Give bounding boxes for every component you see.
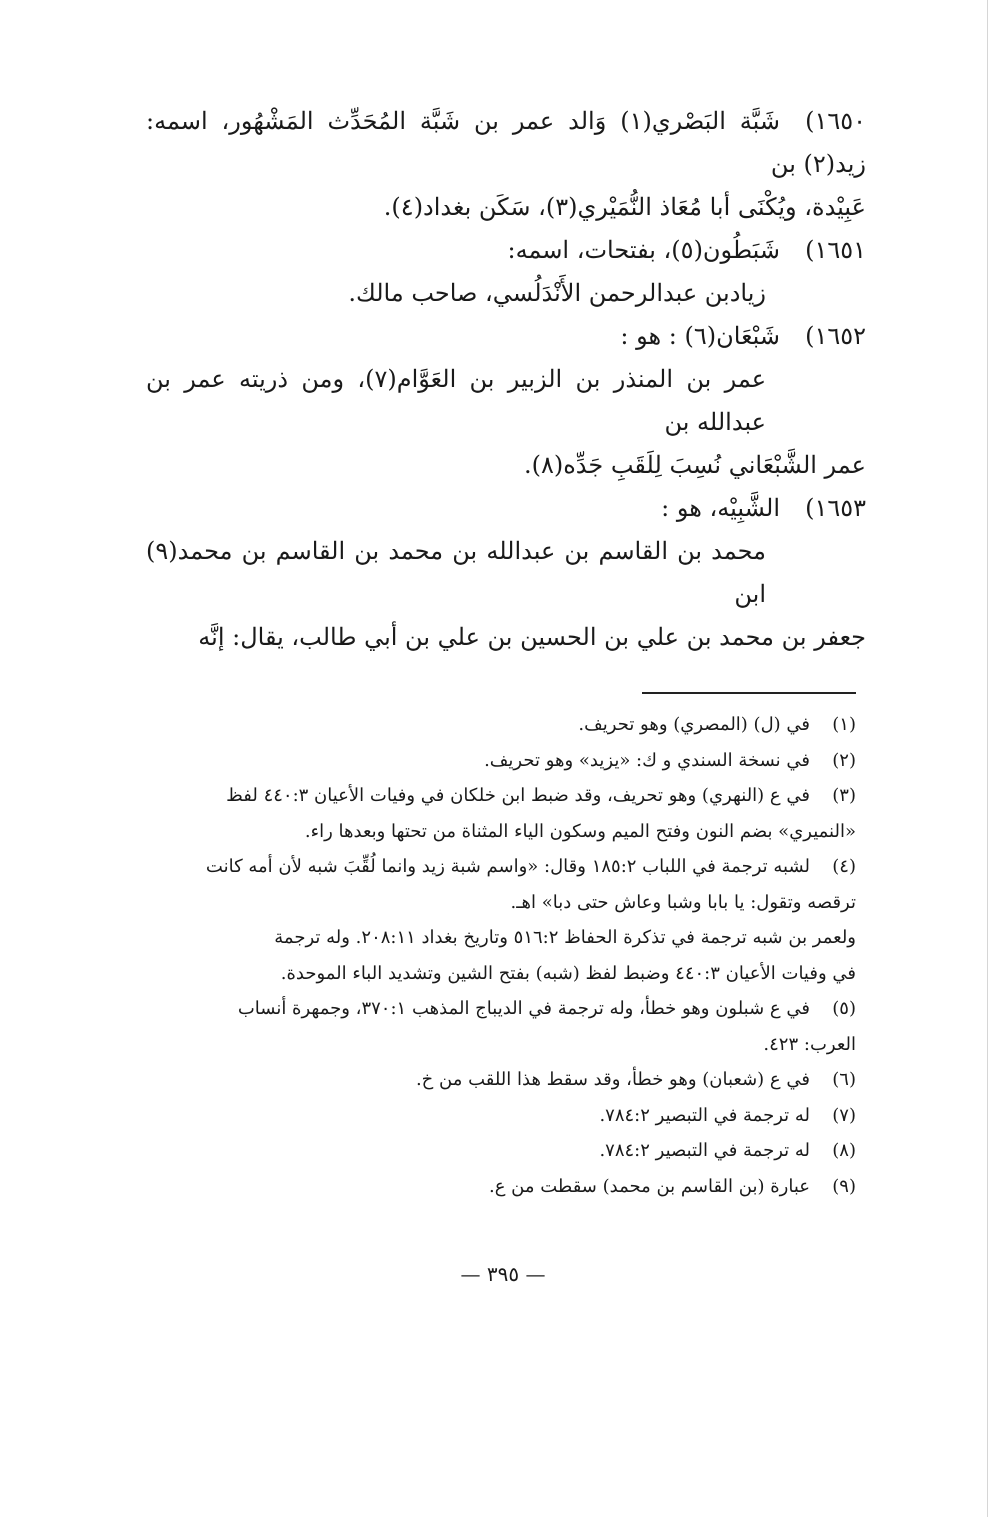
entry-line: محمد بن القاسم بن عبدالله بن محمد بن القاسم بن محمد(٩) ابن: [146, 537, 767, 608]
main-text: [146, 100, 866, 659]
footnote-text: في ع (شعبان) وهو خطأ، وقد سقط هذا اللقب من خ.: [415, 1069, 810, 1090]
entry-1653: [146, 487, 866, 659]
page-number: — ٣٩٥ —: [460, 1262, 546, 1286]
footnote-text: العرب: ٤٢٣.: [763, 1033, 856, 1055]
footnote-text: عبارة (بن القاسم بن محمد) سقطت من ع.: [489, 1175, 810, 1197]
footnote-text: له ترجمة في التبصير ٧٨٤:٢.: [599, 1140, 810, 1161]
footnote-text: له ترجمة في التبصير ٧٨٤:٢.: [599, 1104, 810, 1126]
footnotes: [150, 707, 856, 1204]
footnote-1: [150, 707, 856, 743]
entry-line: عمر بن المنذر بن الزبير بن العَوَّام(٧)، ومن ذريته عمر بن عبدالله بن: [146, 365, 767, 436]
footnote-text: ولعمر بن شبه ترجمة في تذكرة الحفاظ ٥١٦:٢ وتاريخ بغداد ٢٠٨:١١. وله ترجمة: [274, 927, 856, 948]
footnote-6: [150, 1062, 856, 1098]
entry-line: [146, 487, 866, 530]
footnote-text: في وفيات الأعيان ٤٤٠:٣ وضبط لفظ (شبه) بفتح الشين وتشديد الباء الموحدة.: [280, 962, 856, 984]
footnote-number: (٤): [832, 856, 856, 877]
entry-1651: [146, 229, 866, 315]
entry-1652: [146, 315, 866, 487]
footnote-4: [150, 849, 856, 991]
entry-text: شَبَطُون(٥)، بفتحات، اسمه:: [507, 236, 780, 264]
footnote-text: «النميري» بضم النون وفتح الميم وسكون الياء المثناة من تحتها وبعدها راء.: [304, 820, 856, 842]
entry-line: جعفر بن محمد بن علي بن الحسين بن علي بن أبي طالب، يقال: إنَّه: [198, 623, 866, 651]
entry-text: شَبَّة البَصْري(١) وَالد عمر بن شَبَّة المُحَدِّث المَشْهُور، اسمه: زيد(٢) بن: [146, 107, 866, 178]
footnote-text: لشبه ترجمة في اللباب ١٨٥:٢ وقال: «واسم شبة زيد وانما لُقِّبَ شبه لأن أمه كانت: [205, 856, 810, 877]
entry-text: الشَّبِيْه، هو :: [661, 494, 780, 522]
entry-number: ١٦٥٢): [805, 322, 866, 350]
entry-text: شَبْعَان(٦) : هو :: [620, 322, 780, 350]
entry-number: ١٦٥٠): [805, 107, 867, 135]
footnote-number: (٦): [832, 1069, 856, 1090]
entry-1650: [146, 100, 866, 229]
entry-line: [146, 315, 866, 358]
footnote-number: (٩): [832, 1175, 856, 1197]
footnote-3: [150, 778, 856, 849]
footnote-7: [150, 1098, 856, 1134]
footnote-separator: [642, 692, 856, 694]
footnote-text: ترقصه وتقول: يا بابا وشبا وعاش حتى دبا» اهـ.: [510, 891, 856, 913]
footnote-2: [150, 743, 856, 779]
footnote-text: في ع شبلون وهو خطأ، وله ترجمة في الديباج المذهب ٣٧٠:١، وجمهرة أنساب: [237, 998, 810, 1019]
entry-line: [146, 229, 866, 272]
footnote-number: (٨): [832, 1140, 856, 1161]
footnote-number: (٣): [832, 785, 856, 806]
entry-line: عَبِيْدة، ويُكْنَى أبا مُعَاذ النُّمَيْري(٣)، سَكَن بغداد(٤).: [383, 193, 866, 221]
footnote-8: [150, 1133, 856, 1169]
footnote-9: [150, 1169, 856, 1205]
entry-number: ١٦٥١): [805, 236, 866, 264]
footnote-number: (٥): [832, 998, 856, 1019]
entry-line: زيادبن عبدالرحمن الأَنْدَلُسي، صاحب مالك.: [348, 279, 766, 307]
entry-line: عمر الشَّبْعَاني نُسِبَ لِلَقَبِ جَدِّه(٨).: [523, 451, 866, 479]
footnote-text: في ع (النهري) وهو تحريف، وقد ضبط ابن خلكان في وفيات الأعيان ٤٤٠:٣ لفظ: [226, 785, 810, 806]
entry-line: [146, 100, 866, 186]
footnote-text: في (ل) (المصري) وهو تحريف.: [578, 714, 810, 735]
footnote-5: [150, 991, 856, 1062]
entry-number: ١٦٥٣): [805, 494, 866, 522]
footnote-number: (٢): [832, 749, 856, 771]
footnote-text: في نسخة السندي و ك: «يزيد» وهو تحريف.: [484, 749, 810, 771]
footnote-number: (١): [832, 714, 856, 735]
footnote-number: (٧): [832, 1104, 856, 1126]
